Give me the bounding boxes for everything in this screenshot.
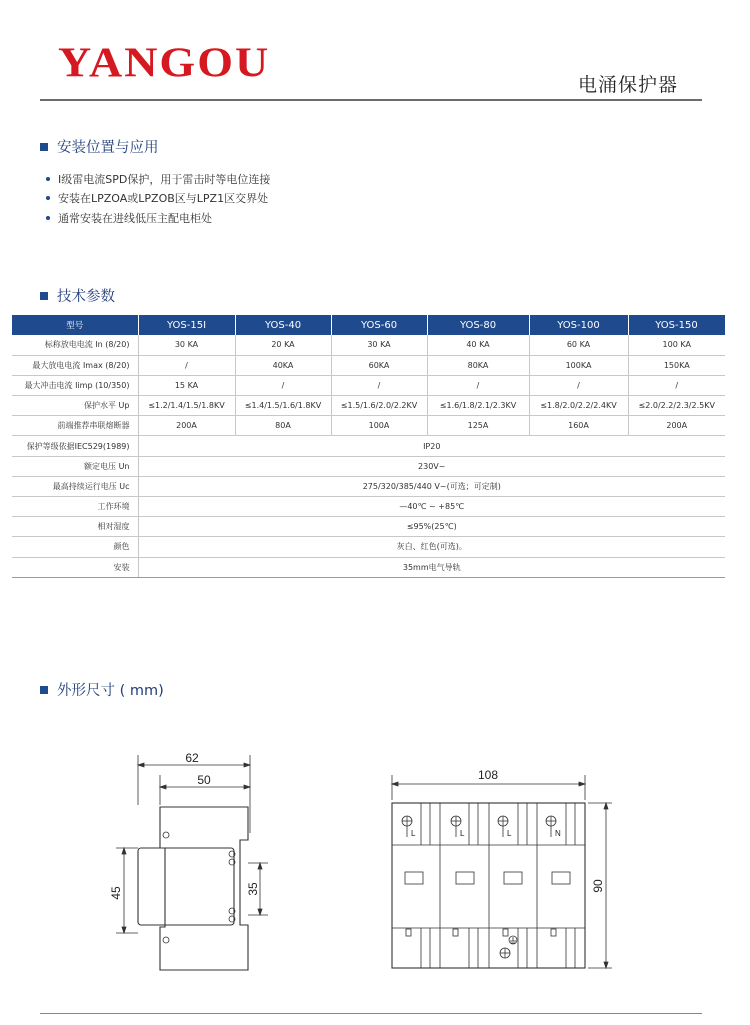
installation-title-text: 安装位置与应用 [57,140,159,156]
dim-label-90: 90 [591,879,605,893]
table-cell: 200A [138,416,235,436]
dimensions-section-title [40,679,164,700]
column-header: YOS-150 [628,315,725,335]
table-cell: 230V~ [138,456,725,476]
dim-label-108: 108 [477,768,499,782]
column-header: 型号 [12,315,138,335]
table-cell: 275/320/385/440 V~(可选；可定制) [138,476,725,496]
table-row [12,537,725,557]
table-cell: / [529,375,628,395]
table-cell: 60 KA [529,335,628,355]
table-cell: 100 KA [628,335,725,355]
table-cell: 60KA [331,355,427,375]
row-label: 相对湿度 [12,517,138,537]
row-label: 工作环境 [12,497,138,517]
table-cell: / [331,375,427,395]
row-label: 保护水平 Up [12,396,138,416]
row-label: 前端推荐串联熔断器 [12,416,138,436]
row-label: 最大冲击电流 Iimp (10/350) [12,375,138,395]
specs-title-text: 技术参数 [57,289,115,305]
table-cell: 15 KA [138,375,235,395]
table-cell: ≤2.0/2.2/2.3/2.5KV [628,396,725,416]
table-row [12,416,725,436]
page-title: 电涌保护器 [578,74,679,96]
bullet-dot-icon [46,216,50,220]
terminal-label: L [460,829,465,838]
table-cell: 160A [529,416,628,436]
row-label: 额定电压 Un [12,456,138,476]
bullet-dot-icon [46,196,50,200]
column-header: YOS-100 [529,315,628,335]
table-cell: 40 KA [427,335,529,355]
table-row [12,335,725,355]
list-item: I级雷电流SPD保护，用于雷击时等电位连接 [46,169,270,189]
table-cell: ≤1.8/2.0/2.2/2.4KV [529,396,628,416]
table-row [12,375,725,395]
table-cell: 150KA [628,355,725,375]
table-row [12,497,725,517]
column-header: YOS-40 [235,315,331,335]
dim-label-62: 62 [185,751,199,765]
square-bullet-icon [40,143,48,151]
installation-section-title [40,136,159,157]
brand-logo: YANGOU [58,38,271,86]
table-cell: / [427,375,529,395]
terminal-label: L [411,829,416,838]
square-bullet-icon [40,686,48,694]
table-cell: ≤1.4/1.5/1.6/1.8KV [235,396,331,416]
dim-label-50: 50 [197,773,211,787]
table-cell: 灰白、红色(可选)。 [138,537,725,557]
table-cell: IP20 [138,436,725,456]
row-label: 标称放电电流 In (8/20) [12,335,138,355]
row-label: 安装 [12,557,138,577]
table-row [12,355,725,375]
row-label: 最高持续运行电压 Uc [12,476,138,496]
column-header: YOS-15I [138,315,235,335]
table-cell: —40℃ ~ +85℃ [138,497,725,517]
footer-divider [40,1013,702,1014]
column-header: YOS-80 [427,315,529,335]
table-row [12,557,725,577]
table-header-row [12,315,725,335]
table-cell: / [138,355,235,375]
table-cell: 30 KA [331,335,427,355]
table-cell: / [628,375,725,395]
table-cell: 100KA [529,355,628,375]
row-label: 保护等级依据IEC529(1989) [12,436,138,456]
table-row [12,517,725,537]
square-bullet-icon [40,292,48,300]
table-cell: 20 KA [235,335,331,355]
table-cell: 35mm电气导轨 [138,557,725,577]
installation-bullet-list [46,169,270,228]
table-cell: 100A [331,416,427,436]
terminal-label: L [507,829,512,838]
table-cell: 40KA [235,355,331,375]
header-divider [40,99,702,101]
table-row [12,396,725,416]
table-cell: ≤1.2/1.4/1.5/1.8KV [138,396,235,416]
table-cell: / [235,375,331,395]
table-cell: ≤1.5/1.6/2.0/2.2KV [331,396,427,416]
list-item: 通常安装在进线低压主配电柜处 [46,208,270,228]
column-header: YOS-60 [331,315,427,335]
row-label: 最大放电电流 Imax (8/20) [12,355,138,375]
table-cell: 30 KA [138,335,235,355]
table-cell: 200A [628,416,725,436]
table-row [12,436,725,456]
spec-table [12,315,726,578]
front-view-drawing [380,760,630,975]
side-view-drawing [100,745,270,980]
dimensions-title-text: 外形尺寸 ( mm) [57,683,164,699]
table-row [12,476,725,496]
row-label: 颜色 [12,537,138,557]
terminal-label: N [555,829,561,838]
table-row [12,456,725,476]
table-cell: 80A [235,416,331,436]
bullet-dot-icon [46,177,50,181]
list-item: 安装在LPZOA或LPZOB区与LPZ1区交界处 [46,189,270,209]
dim-label-35: 35 [246,882,260,896]
table-cell: ≤1.6/1.8/2.1/2.3KV [427,396,529,416]
table-cell: 125A [427,416,529,436]
specs-section-title [40,285,115,306]
table-cell: 80KA [427,355,529,375]
dim-label-45: 45 [109,886,123,900]
table-cell: ≤95%(25℃) [138,517,725,537]
